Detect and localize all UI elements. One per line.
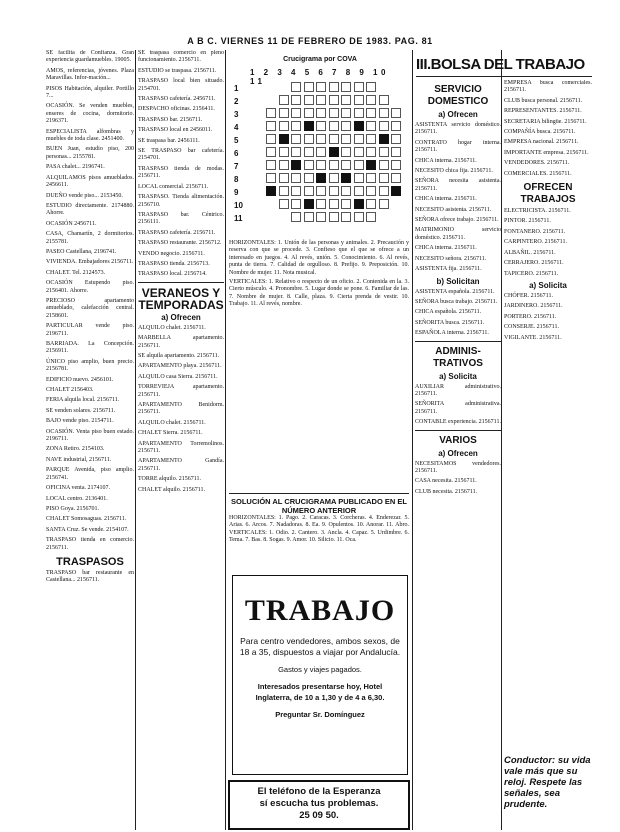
classified-ad: CONSERJE. 2156711.: [504, 324, 559, 331]
crossword-cell: [279, 108, 289, 118]
classified-ad: ALBAÑIL. 2156711.: [504, 249, 556, 256]
classified-ad: PISOS Habitación, alquiler. Portillo 7...: [46, 85, 134, 100]
classified-ad: CHALET 2156403.: [46, 387, 94, 394]
column-divider: [135, 50, 136, 830]
classified-ad: CLUB busca personal. 2156711.: [504, 97, 583, 104]
crossword-cell: [266, 121, 276, 131]
varios-title: VARIOS: [439, 434, 477, 446]
crossword-cell: [329, 186, 339, 196]
crossword-cell: [279, 160, 289, 170]
crossword-row-number: 3: [234, 110, 239, 119]
crossword-cell: [279, 95, 289, 105]
crossword-cell: [304, 160, 314, 170]
crossword-clues: [229, 240, 409, 309]
crossword-cell: [329, 212, 339, 222]
classified-ad: PISO Goya. 2156701.: [46, 505, 100, 512]
classified-ad: OCASIÓN Estupendo piso. 2156401. Ahorre.: [46, 280, 134, 294]
crossword-cell: [291, 212, 301, 222]
crossword-cell: [391, 108, 401, 118]
administrativos-title: ADMINIS-TRATIVOS: [433, 345, 483, 369]
crossword-cell: [304, 95, 314, 105]
classified-ad: LOCAL comercial. 2156711.: [138, 183, 209, 190]
crossword-cell: [341, 108, 351, 118]
crossword-cell: [354, 173, 364, 183]
section-rule: [415, 430, 501, 431]
crossword-row-number: 2: [234, 97, 239, 106]
crossword-cell: [366, 199, 376, 209]
crossword-cell: [354, 160, 364, 170]
classified-ad: VIVIENDA. Embajadores 2156711.: [46, 259, 134, 266]
crossword-cell: [291, 95, 301, 105]
crossword-cell: [341, 160, 351, 170]
crossword-cell: [304, 134, 314, 144]
crossword-cell: [266, 147, 276, 157]
section-rule: [229, 493, 409, 494]
crossword-black-cell: [391, 186, 401, 196]
esperanza-phone-box: [228, 780, 410, 830]
crossword-row-number: 1: [234, 84, 239, 93]
crossword-cell: [341, 212, 351, 222]
classified-ad: CHICA interna. 2156711.: [415, 196, 477, 203]
crossword-cell: [316, 82, 326, 92]
crossword-cell: [329, 160, 339, 170]
trabajo-contact: Interesados presentarse hoy, Hotel Inglaterra, de 10 a 1,30 y de 4 a 6,30.: [255, 682, 385, 702]
crossword-column-numbers: 1 2 3 4 5 6 7 8 9 10 11: [250, 68, 389, 86]
classified-ad: CONTRATO hogar interna. 2156711.: [415, 139, 501, 154]
column-classifieds-5: [504, 80, 592, 750]
classified-ad: LOCAL centro. 2136401.: [46, 495, 108, 502]
classified-ad: PINTOR. 2156711.: [504, 218, 551, 225]
crossword-cell: [304, 212, 314, 222]
classified-ad: CHICA interna. 2156711.: [415, 157, 477, 164]
crossword-cell: [291, 147, 301, 157]
classified-ad: TRASPASO local en 2456011.: [138, 127, 213, 134]
veraneos-title: VERANEOS Y TEMPORADAS: [138, 285, 224, 312]
classified-ad: TORREVIEJA apartamento. 2156711.: [138, 384, 224, 398]
classified-ad: COMERCIALES. 2156711.: [504, 170, 572, 177]
crossword-cell: [354, 95, 364, 105]
classified-ad: EMPRESA busca comerciales. 2156711.: [504, 80, 592, 94]
crossword-cell: [304, 108, 314, 118]
classified-ad: VENDO negocio. 2156711.: [138, 250, 205, 257]
classified-ad: AMOS, referencias, jóvenes. Plaza Maravillas. Infor-mación...: [46, 67, 134, 82]
classified-ad: ALQUILAMOS pisos amueblados. 2456611.: [46, 174, 134, 189]
classified-ad: CHÓFER. 2156711.: [504, 292, 553, 299]
classified-ad: NECESITO asistenta. 2156711.: [415, 206, 492, 213]
classified-ad: CERRAJERO. 2156711.: [504, 260, 564, 267]
classified-ad: SEÑORA busca trabajo. 2156711.: [415, 298, 498, 305]
crossword-cell: [266, 134, 276, 144]
crossword-cell: [291, 134, 301, 144]
classified-ad: MARBELLA apartamento. 2156711.: [138, 335, 224, 349]
classified-ad: ALQUILO casa Sierra. 2156711.: [138, 373, 218, 380]
classified-ad: CHICA española. 2156711.: [415, 309, 482, 316]
servicio-domestico-title: SERVICIO DOMESTICO: [427, 84, 489, 107]
crossword-cell: [266, 160, 276, 170]
classified-ad: APARTAMENTO Torremolinos. 2156711.: [138, 440, 224, 455]
crossword-solution: [229, 490, 409, 545]
column-divider: [501, 50, 502, 830]
classified-ad: CHALET Somosaguas. 2156711.: [46, 516, 127, 523]
administrativos-subtitle: a) Solicita: [439, 371, 477, 381]
classified-ad: FERIA alquila local. 2156711.: [46, 397, 120, 404]
crossword-cell: [316, 121, 326, 131]
classified-ad: IMPORTANTE empresa. 2156711.: [504, 149, 589, 156]
crossword-row-number: 4: [234, 123, 239, 132]
crossword-cell: [366, 95, 376, 105]
crossword-black-cell: [304, 199, 314, 209]
crossword-cell: [341, 199, 351, 209]
column-bolsa-trabajo: [415, 80, 501, 830]
classified-ad: EMPRESA nacional. 2156711.: [504, 139, 579, 146]
classified-ad: NECESITO señora. 2156711.: [415, 255, 487, 262]
crossword-cell: [341, 147, 351, 157]
servicio-solicitan-subtitle: b) Solicitan: [436, 276, 480, 286]
classified-ad: OCASIÓN. Venta piso buen estado. 2196711.: [46, 428, 134, 443]
classified-ad: ESPECIALISTA alfombras y muebles de toda clase. 2451400.: [46, 128, 134, 143]
crossword-cell: [304, 82, 314, 92]
crossword-cell: [354, 82, 364, 92]
veraneos-subtitle: a) Ofrecen: [161, 312, 201, 322]
crossword-cell: [379, 95, 389, 105]
classified-ad: VIGILANTE. 2156711.: [504, 334, 562, 341]
crossword-cell: [366, 108, 376, 118]
crossword-cell: [291, 108, 301, 118]
crossword-cell: [379, 186, 389, 196]
page-header: A B C. VIERNES 11 DE FEBRERO DE 1983. PAG. 81: [187, 36, 433, 46]
classified-ad: CONTABLE experiencia. 2156711.: [415, 419, 501, 426]
classified-ad: ÚNICO piso amplio, buen precio. 2156781.: [46, 358, 134, 373]
crossword-row-number: 7: [234, 162, 239, 171]
crossword-cell: [366, 147, 376, 157]
classified-ad: REPRESENTANTES. 2156711.: [504, 108, 582, 115]
crossword-cell: [329, 95, 339, 105]
classified-ad: PARQUE Avenida, piso amplio. 2156741.: [46, 467, 134, 481]
solution-text: HORIZONTALES: 1. Pago. 2. Caracas. 3. Corcheras. 4. Enderezar. 5. Arias. 6. Arcos. 7. Nadadoras. 8. Ea. 9. Opulentos. 10. Anorar. 11. Abro. VERTICALES: 1. Odio. 2. Cantero. 3. Ancla. 4. Capaz. 5. Urdimbre. 6. Tema. 7. Bas. 8. Sogas. 9. Amor. 10. Silicio. 11. Oca.: [229, 515, 409, 544]
classified-ad: ZONA Retiro. 2154103.: [46, 446, 105, 453]
crossword-row-number: 9: [234, 188, 239, 197]
classified-ad: CHALET. Tel. 2124573.: [46, 269, 106, 276]
crossword-grid: [266, 82, 406, 230]
crossword-cell: [341, 186, 351, 196]
crossword-cell: [341, 134, 351, 144]
crossword-cell: [266, 108, 276, 118]
classified-ad: OFICINA venta. 2174107.: [46, 485, 110, 492]
crossword-cell: [316, 160, 326, 170]
classified-ad: CHALET Sierra. 2156711.: [138, 430, 203, 437]
column-classifieds-1: [46, 50, 134, 830]
classified-ad: ESTUDIO directamente. 2174880. Ahorre.: [46, 202, 134, 217]
classified-ad: PRECIOSO apartamento amueblado, calefacción central. 2158601.: [46, 297, 134, 319]
crossword-row-number: 11: [234, 214, 243, 223]
crossword-cell: [379, 199, 389, 209]
classified-ad: CASA necesita. 2156711.: [415, 478, 477, 485]
classified-ad: PASA chalet... 2196741.: [46, 164, 105, 171]
classified-ad: TRASPASO bar. 2156711.: [138, 116, 203, 123]
ofrecen-trabajos-title: OFRECEN TRABAJOS: [520, 182, 576, 206]
crossword-cell: [354, 212, 364, 222]
classified-ad: CARPINTERO. 2156711.: [504, 239, 567, 246]
servicio-ofrecen-subtitle: a) Ofrecen: [438, 110, 478, 119]
classified-ad: JARDINERO. 2156711.: [504, 303, 563, 310]
crossword-row-number: 8: [234, 175, 239, 184]
crossword-cell: [341, 95, 351, 105]
crossword-cell: [329, 199, 339, 209]
classified-ad: DUEÑO vende piso... 2153450.: [46, 192, 123, 199]
classified-ad: SE TRASPASO bar cafetería. 2154701.: [138, 148, 224, 162]
crossword-cell: [304, 147, 314, 157]
column-classifieds-2: [138, 50, 224, 830]
crossword-cell: [316, 108, 326, 118]
crossword-cell: [366, 212, 376, 222]
classified-ad: SE facilita de Confianza. Gran experiencia guardamuebles. 19005.: [46, 50, 134, 64]
trabajo-ask-for: Preguntar Sr. Domínguez: [275, 710, 365, 719]
classified-ad: NECESITAMOS vendedores. 2156711.: [415, 460, 501, 474]
classified-ad: ASISTENTA fija. 2156711.: [415, 266, 482, 273]
crossword-cell: [329, 173, 339, 183]
crossword-black-cell: [354, 121, 364, 131]
crossword-cell: [316, 134, 326, 144]
classified-ad: TRASPASO local. 2156714.: [138, 271, 207, 278]
crossword-cell: [354, 108, 364, 118]
crossword-cell: [291, 121, 301, 131]
classified-ad: TRASPASO tienda. 2156713.: [138, 260, 210, 267]
column-divider: [225, 50, 226, 830]
crossword-cell: [391, 121, 401, 131]
solution-title: SOLUCIÓN AL CRUCIGRAMA PUBLICADO EN EL NÚMERO ANTERIOR: [231, 497, 407, 515]
crossword-cell: [291, 82, 301, 92]
classified-ad: PASEO Castellana, 2196741.: [46, 248, 117, 255]
crossword-black-cell: [341, 173, 351, 183]
crossword-cell: [354, 134, 364, 144]
solicita-subtitle: a) Solicita: [529, 280, 567, 290]
classified-ad: AUXILIAR administrativo. 2156711.: [415, 383, 501, 397]
crossword-cell: [379, 160, 389, 170]
crossword-cell: [366, 121, 376, 131]
classified-ad: ASISTENTA servicio doméstico. 2156711.: [415, 122, 501, 136]
crossword-cell: [316, 212, 326, 222]
crossword-cell: [304, 173, 314, 183]
classified-ad: TRASPASO local bien situado. 2154701.: [138, 78, 224, 92]
classified-ad: TORRE alquilo. 2156711.: [138, 476, 201, 483]
classified-ad: PORTERO. 2156711.: [504, 313, 557, 320]
crossword-cell: [366, 82, 376, 92]
crossword-cell: [329, 134, 339, 144]
crossword-cell: [266, 173, 276, 183]
crossword-cell: [279, 121, 289, 131]
crossword-vertical-clues: VERTICALES: 1. Relativo o respecto de un oficio. 2. Contenida en la. 3. Cierto músculo. 4. Pronombre. 5. Lugar donde se pone. 6. Familiar de las. 7. Nombre de mujer. 8. Calle, plaza. 9. Cierta prenda de vestir. 10. Trabajo. 11. Al revés, nombre.: [229, 279, 409, 308]
classified-ad: TAPICERO. 2156711.: [504, 270, 559, 277]
classified-ad: BAJO vende piso. 2154711.: [46, 418, 114, 425]
classified-ad: CLUB necesita. 2156711.: [415, 488, 478, 495]
classified-ad: CHALET alquilo. 2156711.: [138, 486, 205, 493]
classified-ad: ELECTRICISTA. 2156711.: [504, 208, 571, 215]
classified-ad: TRASPASO tienda de modas. 2156711.: [138, 165, 224, 180]
crossword-black-cell: [354, 199, 364, 209]
classified-ad: APARTAMENTO playa. 2156711.: [138, 363, 222, 370]
crossword-cell: [316, 147, 326, 157]
classified-ad: TRASPASO. Tienda alimentación. 2156710.: [138, 194, 224, 208]
classified-ad: FONTANERO. 2156711.: [504, 228, 566, 235]
crossword-cell: [329, 82, 339, 92]
classified-ad: ESTUDIO se traspasa. 2156711.: [138, 67, 217, 74]
crossword-cell: [316, 199, 326, 209]
classified-ad: SEÑORITA administrativa. 2156711.: [415, 401, 501, 415]
crossword-cell: [379, 147, 389, 157]
trabajo-heading: TRABAJO: [244, 594, 396, 627]
classified-ad: TRASPASO cafetería. 2456711.: [138, 96, 216, 103]
crossword-black-cell: [266, 186, 276, 196]
classified-ad: ALQUILO chalet. 2156711.: [138, 419, 206, 426]
trabajo-advertisement: [232, 575, 408, 775]
classified-ad: TRASPASO bar. Céntrico. 2156111.: [138, 211, 224, 226]
crossword-cell: [379, 173, 389, 183]
classified-ad: SEÑORA ofrece trabajo. 2156711.: [415, 217, 499, 224]
crossword-title: Crucigrama por COVA: [283, 56, 357, 63]
classified-ad: SEÑORA necesita asistenta. 2156711.: [415, 178, 501, 192]
crossword-cell: [279, 173, 289, 183]
crossword-cell: [366, 173, 376, 183]
crossword-black-cell: [291, 160, 301, 170]
crossword-cell: [391, 134, 401, 144]
classified-ad: OCASIÓN. Se venden muebles, enseres de cocina, dormitorio. 2196371.: [46, 103, 134, 125]
esperanza-line-1: El teléfono de la Esperanza: [257, 786, 381, 797]
classified-ad: TRASPASO tienda en comercio. 2156711.: [46, 537, 134, 551]
crossword-cell: [379, 121, 389, 131]
classified-ad: CASA, Chamartín, 2 dormitorios. 2155781.: [46, 231, 134, 245]
classified-ad: TRASPASO bar restaurante en Castellana... 2156711.: [46, 569, 134, 584]
crossword-cell: [354, 147, 364, 157]
crossword-cell: [291, 173, 301, 183]
crossword-cell: [366, 134, 376, 144]
classified-ad: TRASPASO restaurante. 2156712.: [138, 240, 222, 247]
crossword-cell: [354, 186, 364, 196]
classified-ad: SE traspasa bar. 2456111.: [138, 137, 200, 144]
conductor-safety-notice: Conductor: su vida vale más que su reloj. Respete las señales, sea prudente.: [504, 755, 591, 810]
crossword-cell: [329, 121, 339, 131]
crossword-cell: [279, 147, 289, 157]
varios-subtitle: a) Ofrecen: [438, 448, 478, 458]
crossword-cell: [379, 108, 389, 118]
classified-ad: SE traspasa comercio en pleno funcionamiento. 2156711.: [138, 50, 224, 64]
classified-ad: SECRETARIA bilingüe. 2156711.: [504, 118, 587, 125]
trabajo-body: Para centro vendedores, ambos sexos, de 18 a 35, dispuestos a viajar por Andalucía.: [239, 636, 401, 657]
classified-ad: BUEN Juan, estudio piso, 200 personas... 2155781.: [46, 146, 134, 160]
classified-ad: ASISTENTA española. 2156711.: [415, 288, 495, 295]
classified-ad: SANTA Cruz. Se vende. 2154107.: [46, 526, 129, 533]
trabajo-expenses: Gastos y viajes pagados.: [278, 665, 362, 674]
classified-ad: SE alquila apartamento. 2156711.: [138, 352, 220, 359]
crossword-cell: [391, 160, 401, 170]
column-divider: [412, 50, 413, 830]
classified-ad: NAVE industrial, 2156711.: [46, 456, 112, 463]
classified-ad: VENDEDORES. 2156711.: [504, 160, 570, 167]
crossword-row-number: 5: [234, 136, 239, 145]
crossword-black-cell: [316, 173, 326, 183]
classified-ad: PARTICULAR vende piso. 2196711.: [46, 323, 134, 337]
section-rule: [138, 282, 224, 283]
crossword-cell: [329, 108, 339, 118]
bolsa-del-trabajo-title: III.BOLSA DEL TRABAJO: [416, 56, 585, 73]
crossword-black-cell: [366, 160, 376, 170]
crossword-cell: [391, 173, 401, 183]
classified-ad: SEÑORITA busca. 2156711.: [415, 319, 485, 326]
classified-ad: TRASPASO cafetería. 2156711.: [138, 229, 216, 236]
crossword-cell: [366, 186, 376, 196]
crossword-cell: [316, 186, 326, 196]
classified-ad: DESPACHO oficinas. 2156411.: [138, 106, 215, 113]
classified-ad: BARRIADA. La Concepción. 2156911.: [46, 341, 134, 355]
crossword-cell: [341, 121, 351, 131]
crossword-black-cell: [304, 121, 314, 131]
esperanza-phone: 25 09 50.: [299, 810, 339, 821]
crossword-black-cell: [279, 134, 289, 144]
crossword-black-cell: [329, 147, 339, 157]
crossword-row-number: 10: [234, 201, 243, 210]
crossword-black-cell: [379, 134, 389, 144]
classified-ad: EDIFICIO nuevo. 2456101.: [46, 376, 114, 383]
crossword-cell: [391, 147, 401, 157]
classified-ad: SE venden solares. 2156711.: [46, 407, 116, 414]
crossword-cell: [291, 186, 301, 196]
traspasos-title: TRASPASOS: [56, 555, 124, 568]
classified-ad: CHICA interna. 2156711.: [415, 245, 477, 252]
classified-ad: MATRIMONIO servicio doméstico. 2156711.: [415, 227, 501, 241]
classified-ad: COMPAÑÍA busca. 2156711.: [504, 129, 576, 136]
crossword-cell: [279, 186, 289, 196]
crossword-cell: [316, 95, 326, 105]
crossword-cell: [291, 199, 301, 209]
classified-ad: APARTAMENTO Benidorm. 2156711.: [138, 402, 224, 416]
crossword-cell: [341, 82, 351, 92]
crossword-cell: [279, 199, 289, 209]
classified-ad: NECESITO chica fija. 2156711.: [415, 168, 493, 175]
crossword-cell: [304, 186, 314, 196]
classified-ad: ESPAÑOLA interna. 2156711.: [415, 330, 489, 337]
classified-ad: OCASIÓN 2456711.: [46, 220, 97, 227]
section-rule: [415, 341, 501, 342]
crossword-row-number: 6: [234, 149, 239, 158]
esperanza-line-2: sí escucha tus problemas.: [259, 798, 379, 809]
title-underline: [416, 76, 592, 77]
classified-ad: ALQUILO chalet. 2156711.: [138, 324, 206, 331]
classified-ad: APARTAMENTO Gandía. 2156711.: [138, 458, 224, 472]
crossword-horizontal-clues: HORIZONTALES: 1. Unión de las personas y animales. 2. Precaución y reserva con que se procede. 3. Confieso que el que se ofrece a un interesado en juegos. 4. Al revés, unión. 5. Conocimiento. 6. Al revés, punta de tierra. 7. Calidad de orgulloso. 8. Prefijo. 9. Preposición. 10. Nombre de mujer. 11. Nota musical.: [229, 240, 409, 276]
